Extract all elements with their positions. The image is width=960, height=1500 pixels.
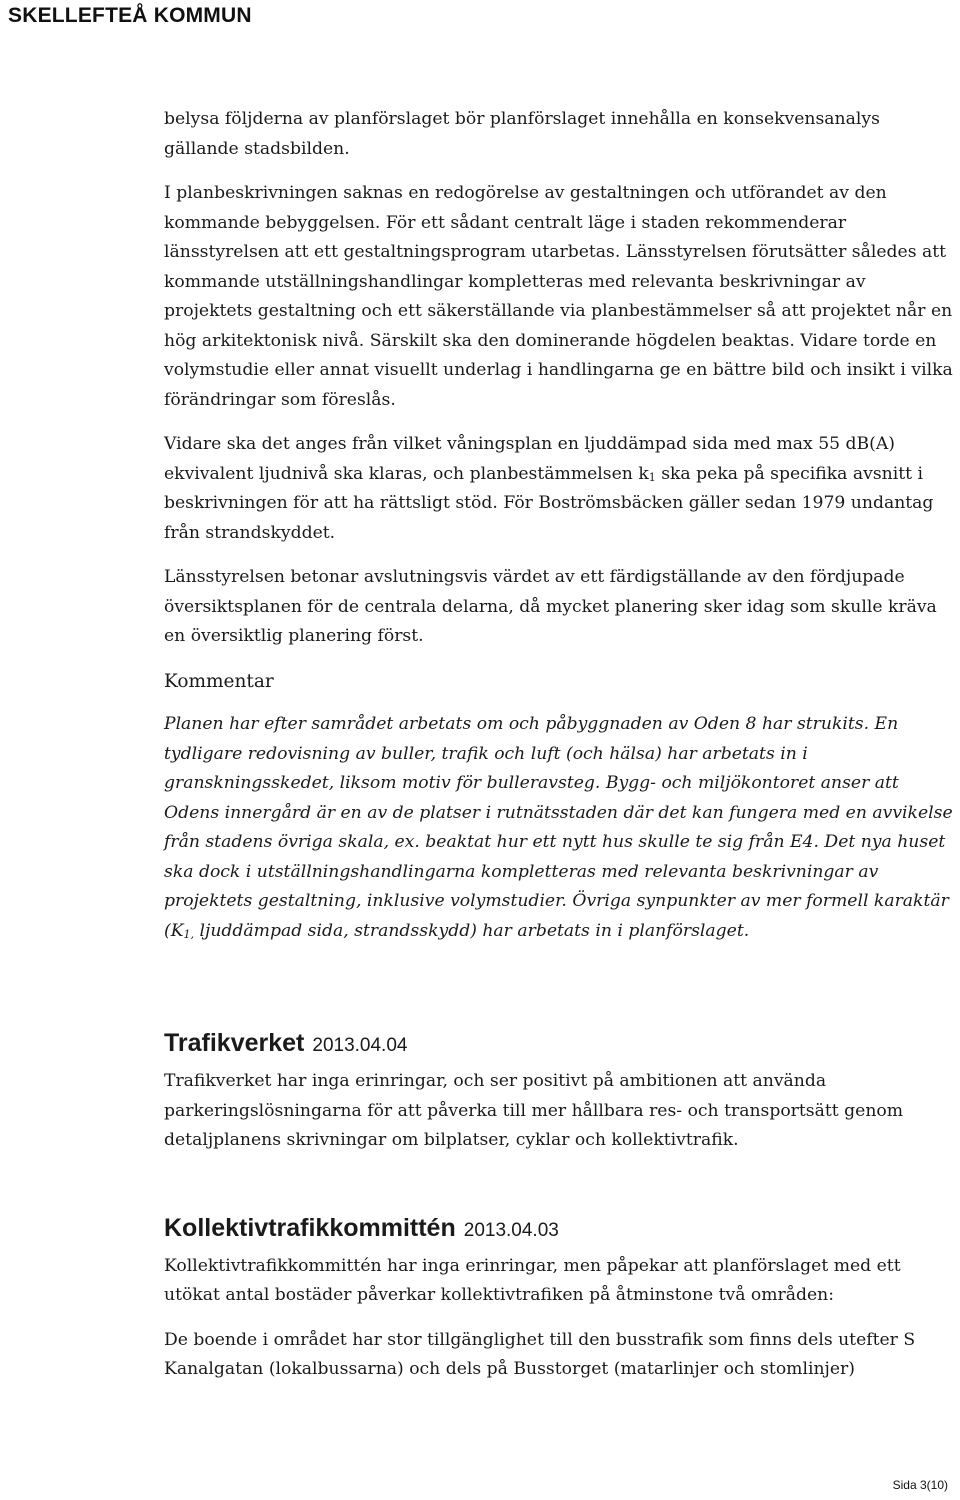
paragraph-trafikverket: Trafikverket har inga erinringar, och ser positivt på ambitionen att använda parkeringslösningarna för att påverka till mer hållbara res- och transportsätt genom detaljplanens skrivningar om bilplatser, cyklar och kollektivtrafik.: [164, 1071, 904, 1150]
page-number: Sida 3(10): [892, 1478, 948, 1492]
noise-subscript: 1: [648, 470, 656, 484]
comment-subscript: 1,: [183, 927, 195, 941]
paragraph-overview-plan: Länsstyrelsen betonar avslutningsvis värdet av ett färdigställande av den fördjupade översiktsplanen för de centrala delarna, då mycket planering sker idag som skulle kräva en översiktlig planering först.: [164, 567, 937, 646]
trafikverket-org-name: Trafikverket: [164, 1029, 305, 1057]
comment-label: Kommentar: [164, 670, 274, 692]
comment-text-end: ljuddämpad sida, strandsskydd) har arbetats in i planförslaget.: [194, 920, 750, 941]
noise-text-start: Vidare ska det anges från vilket våningsplan en ljuddämpad sida med max 55 dB(A) ekvivalent ljudnivå ska klaras, och planbestämmelsen k: [164, 434, 896, 484]
page-header-org-name: SKELLEFTEÅ KOMMUN: [8, 4, 252, 27]
trafikverket-date: 2013.04.04: [312, 1035, 408, 1056]
paragraph-kollektiv-1: Kollektivtrafikkommittén har inga erinringar, men påpekar att planförslaget med ett utökat antal bostäder påverkar kollektivtrafiken på åtminstone två områden:: [164, 1255, 901, 1305]
document-body: [164, 105, 956, 1385]
section-spacer: [164, 961, 956, 1026]
kollektiv-date: 2013.04.03: [463, 1219, 559, 1241]
section-heading-trafikverket: [164, 1026, 956, 1063]
comment-text-start: Planen har efter samrådet arbetats om och påbyggnaden av Oden 8 har strukits. En tydligare redovisning av buller, trafik och luft (och hälsa) har arbetats in i granskningsskedet, liksom motiv för bulleravsteg. Bygg- och miljökontoret anser att Odens innergård är en av de platser i rutnätsstaden där det kan fungera med en avvikelse från stadens övriga skala, ex. beaktat hur ett nytt hus skulle te sig från E4. Det nya huset ska dock i utställningshandlingarna kompletteras med relevanta beskrivningar av projektets gestaltning, inklusive volymstudier. Övriga synpunkter av mer formell karaktär (K: [164, 714, 953, 941]
noise-text-end: ska peka på specifika avsnitt i beskrivningen för att ha rättsligt stöd. För Boströmsbäcken gäller sedan 1979 undantag från strandskyddet.: [164, 463, 934, 543]
kollektiv-org-name: Kollektivtrafikkommittén: [164, 1213, 456, 1242]
section-heading-kollektivtrafikkommitten: [164, 1211, 956, 1248]
section-spacer: [164, 1171, 956, 1211]
paragraph-consequence-analysis: belysa följderna av planförslaget bör planförslaget innehålla en konsekvensanalys gällande stadsbilden.: [164, 109, 880, 159]
paragraph-kollektiv-2: De boende i området har stor tillgänglighet till den busstrafik som finns dels utefter S Kanalgatan (lokalbussarna) och dels på Busstorget (matarlinjer och stomlinjer): [164, 1329, 916, 1379]
paragraph-design-description: I planbeskrivningen saknas en redogörelse av gestaltningen och utförandet av den kommande bebyggelsen. För ett sådant centralt läge i staden rekommenderar länsstyrelsen att ett gestaltningsprogram utarbetas. Länsstyrelsen förutsätter således att kommande utställningshandlingar kompletteras med relevanta beskrivningar av projektets gestaltning och ett säkerställande via planbestämmelser så att projektet når en hög arkitektonisk nivå. Särskilt ska den dominerande högdelen beaktas. Vidare torde en volymstudie eller annat visuellt underlag i handlingarna ge en bättre bild och insikt i vilka förändringar som föreslås.: [164, 183, 953, 410]
paragraph-noise-requirements: [164, 430, 956, 548]
paragraph-comment: [164, 710, 956, 946]
